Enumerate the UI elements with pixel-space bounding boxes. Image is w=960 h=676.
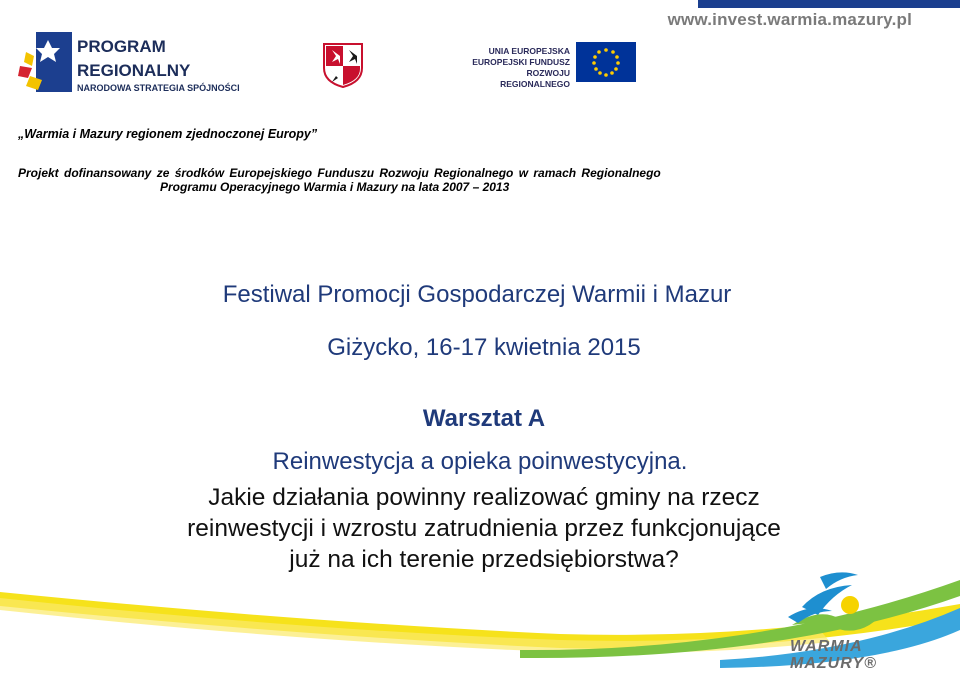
program-label: PROGRAM (77, 37, 166, 56)
funding-note-line2: Programu Operacyjnego Warmia i Mazury na lata 2007 – 2013 (160, 180, 510, 194)
workshop-heading: Warsztat A (422, 405, 546, 432)
eu-flag-icon (576, 42, 636, 82)
header-accent-bar (698, 0, 960, 8)
region-crest-icon (322, 42, 364, 88)
event-date: Giżycko, 16-17 kwietnia 2015 (327, 334, 641, 361)
workshop-question: Jakie działania powinny realizować gminy na rzecz reinwestycji i wzrostu zatrudnienia przez funkcjonujące już na ich terenie przedsiębiorstwa? (187, 484, 781, 573)
warmia-mazury-wordmark: WARMIA MAZURY® (790, 638, 877, 672)
regionalny-label: REGIONALNY (77, 61, 191, 80)
workshop-topic: Reinwestycja a opieka poinwestycyjna. (272, 448, 688, 475)
event-title: Festiwal Promocji Gospodarczej Warmii i Mazur (222, 281, 732, 308)
funding-note-line1: Projekt dofinansowany ze środków Europejskiego Funduszu Rozwoju Regionalnego w ramach Regionalnego (18, 166, 661, 180)
warmia-mazury-logo (780, 567, 900, 639)
website-url[interactable]: www.invest.warmia.mazury.pl (667, 10, 912, 29)
eu-fund-label: UNIA EUROPEJSKA EUROPEJSKI FUNDUSZ ROZWOJU REGIONALNEGO (472, 46, 570, 89)
strategy-label: NARODOWA STRATEGIA SPÓJNOŚCI (77, 83, 240, 93)
region-motto: „Warmia i Mazury regionem zjednoczonej Europy” (18, 127, 318, 141)
